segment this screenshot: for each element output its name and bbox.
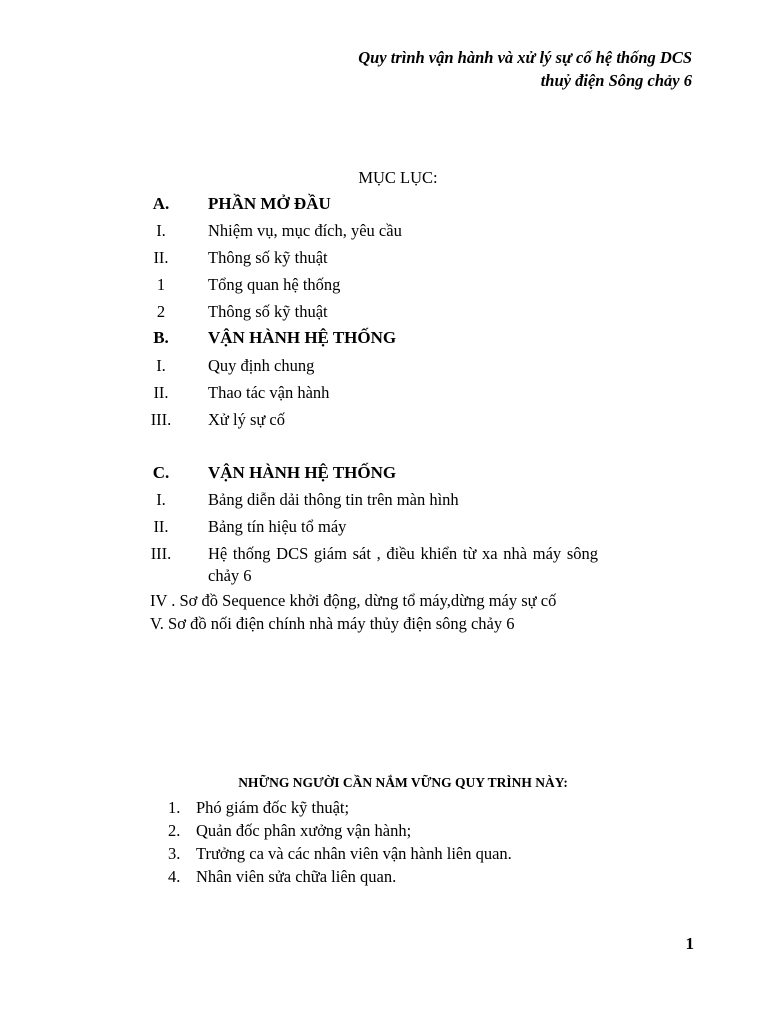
- header-title-line-2: thuỷ điện Sông chảy 6: [540, 71, 692, 90]
- toc-title: MỤC LỤC:: [358, 168, 438, 187]
- item-number: III.: [150, 544, 172, 563]
- item-number: II.: [153, 517, 169, 536]
- list-item-text: Trưởng ca và các nhân viên vận hành liên quan.: [196, 844, 512, 863]
- item-number: II.: [153, 248, 169, 267]
- item-text: Thông số kỹ thuật: [208, 302, 328, 321]
- list-item-number: 3.: [168, 844, 181, 863]
- header-title-line-1: Quy trình vận hành và xử lý sự cố hệ thống DCS: [358, 48, 692, 67]
- list-item: [168, 797, 349, 819]
- toc-item-v: V. Sơ đồ nối điện chính nhà máy thủy điện sông chảy 6: [150, 614, 515, 633]
- list-item-number: 1.: [168, 798, 181, 817]
- item-number: III.: [150, 410, 172, 429]
- list-item-text: Quản đốc phân xưởng vận hành;: [196, 821, 412, 840]
- item-number: 2: [156, 302, 166, 321]
- item-number: I.: [156, 221, 166, 240]
- list-item-text: Nhân viên sửa chữa liên quan.: [196, 867, 397, 886]
- item-text: Tổng quan hệ thống: [208, 275, 341, 294]
- item-text: Nhiệm vụ, mục đích, yêu cầu: [208, 221, 402, 240]
- item-text: Thao tác vận hành: [208, 383, 330, 402]
- list-item: [168, 843, 512, 865]
- item-text: Hệ thống DCS giám sát , điều khiển từ xa nhà máy sông chảy 6: [208, 544, 598, 585]
- page-number: 1: [685, 934, 694, 953]
- item-text: Thông số kỹ thuật: [208, 248, 328, 267]
- list-item: [168, 820, 411, 842]
- section-number: C.: [152, 463, 170, 482]
- section-number: B.: [153, 328, 169, 347]
- item-text: Xử lý sự cố: [208, 410, 286, 429]
- item-number: II.: [153, 383, 169, 402]
- document-header: [358, 46, 692, 92]
- people-title: NHỮNG NGƯỜI CẦN NẮM VỮNG QUY TRÌNH NÀY:: [238, 775, 568, 790]
- list-item-number: 4.: [168, 867, 181, 886]
- item-number: 1: [156, 275, 166, 294]
- toc-item-iv: IV . Sơ đồ Sequence khởi động, dừng tổ máy,dừng máy sự cố: [150, 591, 557, 610]
- item-text: Bảng tín hiệu tổ máy: [208, 517, 347, 536]
- list-item-number: 2.: [168, 821, 181, 840]
- section-title: PHẦN MỞ ĐẦU: [208, 194, 331, 213]
- list-item: [168, 866, 396, 888]
- item-text: Quy định chung: [208, 356, 315, 375]
- item-number: I.: [156, 490, 166, 509]
- section-title: VẬN HÀNH HỆ THỐNG: [208, 463, 397, 482]
- item-text: Bảng diễn dải thông tin trên màn hình: [208, 490, 459, 509]
- item-number: I.: [156, 356, 166, 375]
- section-title: VẬN HÀNH HỆ THỐNG: [208, 328, 397, 347]
- list-item-text: Phó giám đốc kỹ thuật;: [196, 798, 350, 817]
- section-number: A.: [152, 194, 170, 213]
